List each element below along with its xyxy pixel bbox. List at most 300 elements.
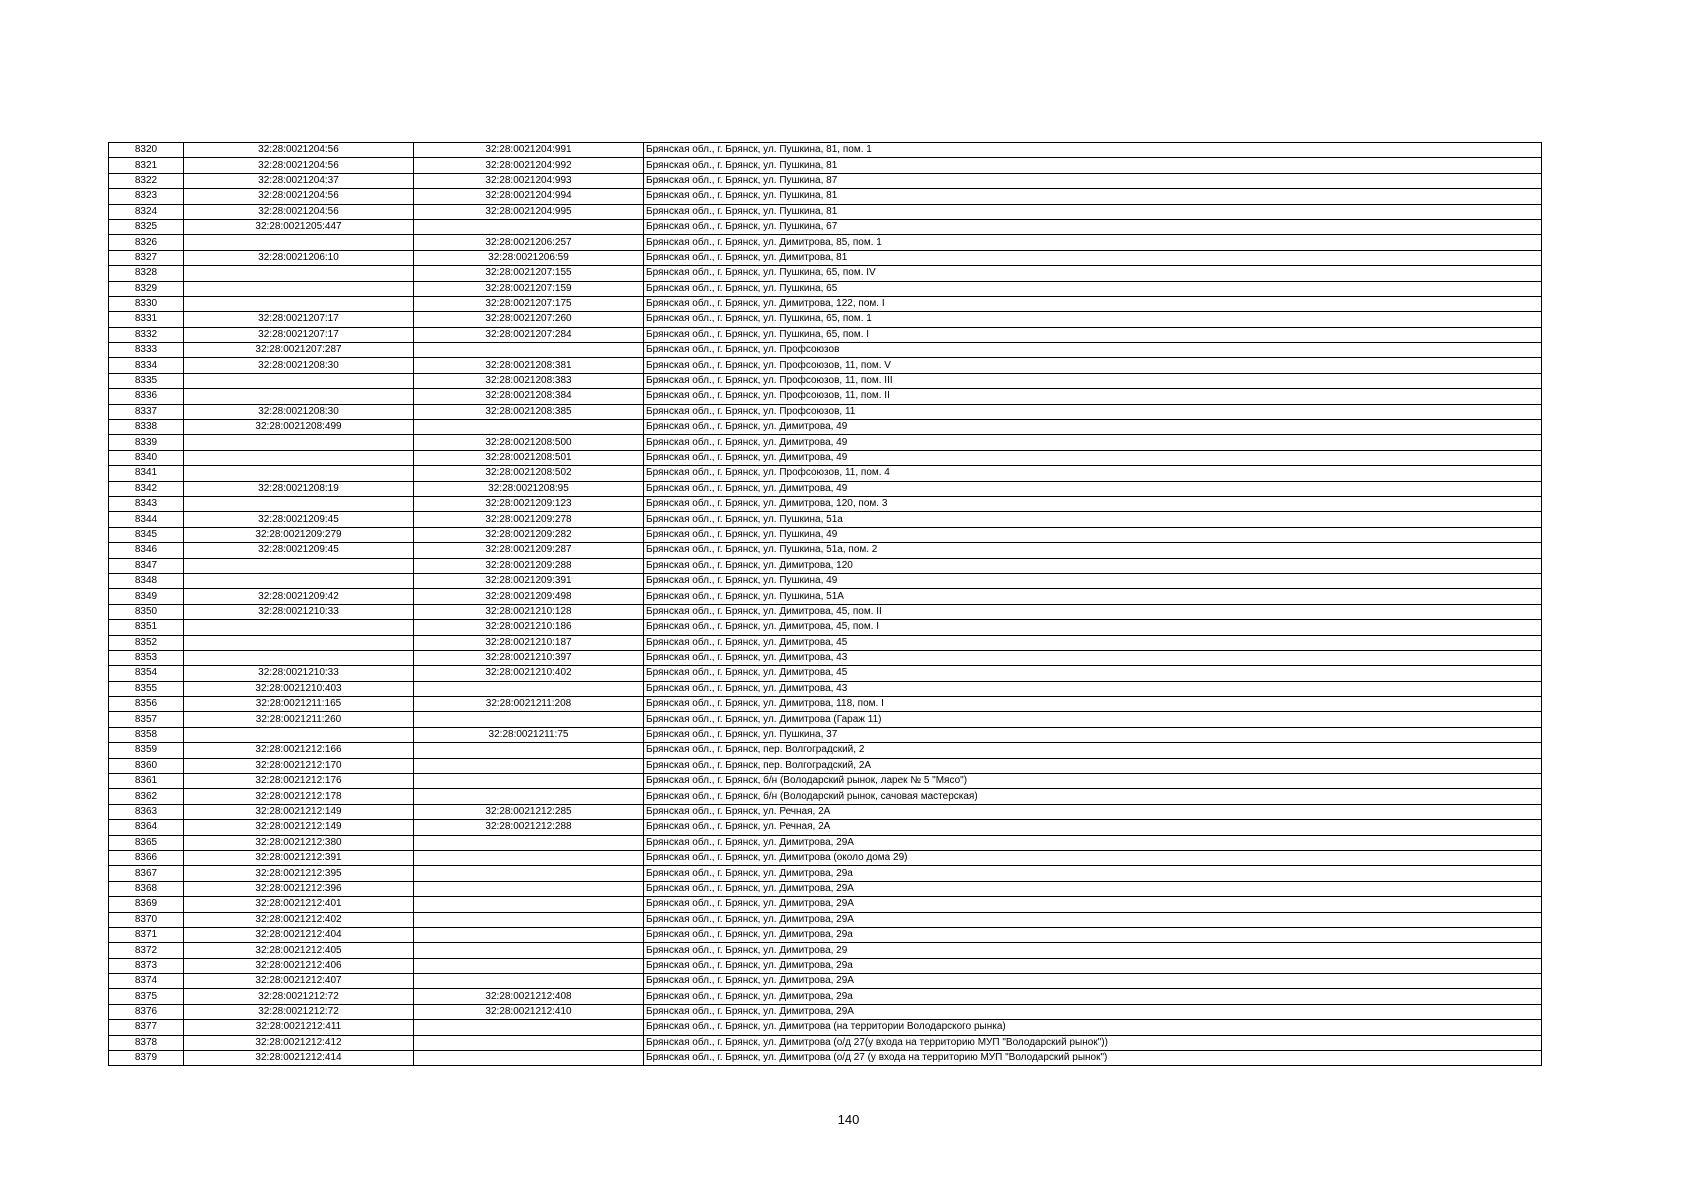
address-cell: Брянская обл., г. Брянск, ул. Димитрова, 29А — [644, 897, 1542, 912]
land-cadastral-number-cell: 32:28:0021208:30 — [184, 358, 414, 373]
land-cadastral-number-cell: 32:28:0021212:170 — [184, 758, 414, 773]
building-cadastral-number-cell: 32:28:0021208:383 — [414, 373, 644, 388]
building-cadastral-number-cell: 32:28:0021204:991 — [414, 143, 644, 158]
building-cadastral-number-cell: 32:28:0021207:284 — [414, 327, 644, 342]
land-cadastral-number-cell: 32:28:0021211:260 — [184, 712, 414, 727]
building-cadastral-number-cell: 32:28:0021208:385 — [414, 404, 644, 419]
address-cell: Брянская обл., г. Брянск, ул. Пушкина, 65, пом. 1 — [644, 312, 1542, 327]
table-row — [109, 312, 1542, 327]
page-number: 140 — [837, 1112, 860, 1127]
land-cadastral-number-cell: 32:28:0021212:405 — [184, 943, 414, 958]
land-cadastral-number-cell: 32:28:0021209:279 — [184, 527, 414, 542]
building-cadastral-number-cell: 32:28:0021211:208 — [414, 697, 644, 712]
land-cadastral-number-cell: 32:28:0021212:406 — [184, 958, 414, 973]
building-cadastral-number-cell: 32:28:0021210:186 — [414, 620, 644, 635]
building-cadastral-number-cell: 32:28:0021204:995 — [414, 204, 644, 219]
address-cell: Брянская обл., г. Брянск, ул. Пушкина, 65, пом. IV — [644, 266, 1542, 281]
building-cadastral-number-cell: 32:28:0021210:128 — [414, 604, 644, 619]
address-cell: Брянская обл., г. Брянск, ул. Пушкина, 51а, пом. 2 — [644, 543, 1542, 558]
building-cadastral-number-cell — [414, 850, 644, 865]
row-number-cell: 8324 — [109, 204, 184, 219]
building-cadastral-number-cell — [414, 912, 644, 927]
land-cadastral-number-cell: 32:28:0021208:30 — [184, 404, 414, 419]
row-number-cell: 8355 — [109, 681, 184, 696]
address-cell: Брянская обл., г. Брянск, ул. Димитрова, 45, пом. I — [644, 620, 1542, 635]
row-number-cell: 8357 — [109, 712, 184, 727]
land-cadastral-number-cell: 32:28:0021212:402 — [184, 912, 414, 927]
building-cadastral-number-cell: 32:28:0021208:384 — [414, 389, 644, 404]
table-row — [109, 158, 1542, 173]
building-cadastral-number-cell: 32:28:0021204:994 — [414, 189, 644, 204]
address-cell: Брянская обл., г. Брянск, ул. Профсоюзов, 11, пом. II — [644, 389, 1542, 404]
address-cell: Брянская обл., г. Брянск, ул. Димитрова, 43 — [644, 650, 1542, 665]
land-cadastral-number-cell: 32:28:0021207:17 — [184, 312, 414, 327]
land-cadastral-number-cell: 32:28:0021210:403 — [184, 681, 414, 696]
row-number-cell: 8350 — [109, 604, 184, 619]
table-row — [109, 927, 1542, 942]
address-cell: Брянская обл., г. Брянск, ул. Профсоюзов, 11, пом. III — [644, 373, 1542, 388]
building-cadastral-number-cell — [414, 1020, 644, 1035]
row-number-cell: 8358 — [109, 727, 184, 742]
row-number-cell: 8379 — [109, 1051, 184, 1066]
building-cadastral-number-cell: 32:28:0021209:278 — [414, 512, 644, 527]
address-cell: Брянская обл., г. Брянск, ул. Димитрова (о/д 27 (у входа на территорию МУП "Володарский рынок") — [644, 1051, 1542, 1066]
building-cadastral-number-cell: 32:28:0021212:410 — [414, 1004, 644, 1019]
table-row — [109, 143, 1542, 158]
row-number-cell: 8334 — [109, 358, 184, 373]
table-row — [109, 481, 1542, 496]
address-cell: Брянская обл., г. Брянск, ул. Пушкина, 37 — [644, 727, 1542, 742]
registry-table — [108, 142, 1542, 1066]
table-row — [109, 573, 1542, 588]
address-cell: Брянская обл., г. Брянск, ул. Димитрова, 49 — [644, 435, 1542, 450]
table-row — [109, 589, 1542, 604]
row-number-cell: 8321 — [109, 158, 184, 173]
building-cadastral-number-cell: 32:28:0021209:287 — [414, 543, 644, 558]
address-cell: Брянская обл., г. Брянск, ул. Димитрова, 29А — [644, 974, 1542, 989]
building-cadastral-number-cell: 32:28:0021208:95 — [414, 481, 644, 496]
row-number-cell: 8347 — [109, 558, 184, 573]
address-cell: Брянская обл., г. Брянск, ул. Димитрова, 122, пом. I — [644, 296, 1542, 311]
table-row — [109, 835, 1542, 850]
row-number-cell: 8342 — [109, 481, 184, 496]
land-cadastral-number-cell: 32:28:0021209:45 — [184, 543, 414, 558]
row-number-cell: 8348 — [109, 573, 184, 588]
building-cadastral-number-cell: 32:28:0021208:501 — [414, 450, 644, 465]
address-cell: Брянская обл., г. Брянск, ул. Пушкина, 65 — [644, 281, 1542, 296]
address-cell: Брянская обл., г. Брянск, ул. Димитрова, 29а — [644, 958, 1542, 973]
address-cell: Брянская обл., г. Брянск, ул. Речная, 2А — [644, 804, 1542, 819]
row-number-cell: 8360 — [109, 758, 184, 773]
building-cadastral-number-cell — [414, 927, 644, 942]
row-number-cell: 8364 — [109, 820, 184, 835]
table-row — [109, 358, 1542, 373]
table-row — [109, 820, 1542, 835]
address-cell: Брянская обл., г. Брянск, ул. Димитрова, 81 — [644, 250, 1542, 265]
building-cadastral-number-cell: 32:28:0021211:75 — [414, 727, 644, 742]
address-cell: Брянская обл., г. Брянск, ул. Димитрова, 29а — [644, 989, 1542, 1004]
land-cadastral-number-cell — [184, 558, 414, 573]
land-cadastral-number-cell: 32:28:0021210:33 — [184, 666, 414, 681]
registry-table-body — [109, 143, 1542, 1066]
address-cell: Брянская обл., г. Брянск, ул. Профсоюзов — [644, 343, 1542, 358]
address-cell: Брянская обл., г. Брянск, ул. Димитрова, 29А — [644, 1004, 1542, 1019]
address-cell: Брянская обл., г. Брянск, ул. Димитрова, 45, пом. II — [644, 604, 1542, 619]
table-row — [109, 989, 1542, 1004]
land-cadastral-number-cell: 32:28:0021212:72 — [184, 989, 414, 1004]
building-cadastral-number-cell — [414, 958, 644, 973]
row-number-cell: 8367 — [109, 866, 184, 881]
building-cadastral-number-cell: 32:28:0021210:397 — [414, 650, 644, 665]
row-number-cell: 8346 — [109, 543, 184, 558]
row-number-cell: 8375 — [109, 989, 184, 1004]
land-cadastral-number-cell: 32:28:0021212:404 — [184, 927, 414, 942]
row-number-cell: 8335 — [109, 373, 184, 388]
building-cadastral-number-cell: 32:28:0021204:992 — [414, 158, 644, 173]
table-row — [109, 789, 1542, 804]
row-number-cell: 8369 — [109, 897, 184, 912]
building-cadastral-number-cell: 32:28:0021207:175 — [414, 296, 644, 311]
table-row — [109, 527, 1542, 542]
row-number-cell: 8338 — [109, 420, 184, 435]
address-cell: Брянская обл., г. Брянск, ул. Профсоюзов, 11, пом. V — [644, 358, 1542, 373]
row-number-cell: 8341 — [109, 466, 184, 481]
table-row — [109, 758, 1542, 773]
table-row — [109, 266, 1542, 281]
address-cell: Брянская обл., г. Брянск, ул. Димитрова, 120, пом. 3 — [644, 496, 1542, 511]
table-row — [109, 743, 1542, 758]
row-number-cell: 8329 — [109, 281, 184, 296]
row-number-cell: 8326 — [109, 235, 184, 250]
land-cadastral-number-cell: 32:28:0021212:149 — [184, 820, 414, 835]
row-number-cell: 8328 — [109, 266, 184, 281]
land-cadastral-number-cell — [184, 266, 414, 281]
row-number-cell: 8322 — [109, 173, 184, 188]
building-cadastral-number-cell — [414, 712, 644, 727]
land-cadastral-number-cell — [184, 466, 414, 481]
building-cadastral-number-cell: 32:28:0021209:498 — [414, 589, 644, 604]
building-cadastral-number-cell: 32:28:0021207:159 — [414, 281, 644, 296]
address-cell: Брянская обл., г. Брянск, ул. Пушкина, 81, пом. 1 — [644, 143, 1542, 158]
land-cadastral-number-cell: 32:28:0021212:401 — [184, 897, 414, 912]
table-row — [109, 343, 1542, 358]
building-cadastral-number-cell — [414, 758, 644, 773]
table-row — [109, 420, 1542, 435]
land-cadastral-number-cell — [184, 573, 414, 588]
address-cell: Брянская обл., г. Брянск, ул. Димитрова, 29А — [644, 881, 1542, 896]
land-cadastral-number-cell — [184, 620, 414, 635]
building-cadastral-number-cell: 32:28:0021206:59 — [414, 250, 644, 265]
address-cell: Брянская обл., г. Брянск, б/н (Володарский рынок, ларек № 5 "Мясо") — [644, 774, 1542, 789]
building-cadastral-number-cell: 32:28:0021209:288 — [414, 558, 644, 573]
building-cadastral-number-cell — [414, 835, 644, 850]
address-cell: Брянская обл., г. Брянск, пер. Волгоградский, 2А — [644, 758, 1542, 773]
address-cell: Брянская обл., г. Брянск, ул. Профсоюзов, 11 — [644, 404, 1542, 419]
row-number-cell: 8343 — [109, 496, 184, 511]
table-row — [109, 512, 1542, 527]
row-number-cell: 8323 — [109, 189, 184, 204]
table-row — [109, 219, 1542, 234]
address-cell: Брянская обл., г. Брянск, пер. Волгоградский, 2 — [644, 743, 1542, 758]
land-cadastral-number-cell: 32:28:0021208:499 — [184, 420, 414, 435]
building-cadastral-number-cell — [414, 789, 644, 804]
table-row — [109, 974, 1542, 989]
land-cadastral-number-cell — [184, 727, 414, 742]
address-cell: Брянская обл., г. Брянск, ул. Пушкина, 51А — [644, 589, 1542, 604]
row-number-cell: 8331 — [109, 312, 184, 327]
row-number-cell: 8337 — [109, 404, 184, 419]
row-number-cell: 8365 — [109, 835, 184, 850]
table-row — [109, 296, 1542, 311]
table-row — [109, 866, 1542, 881]
row-number-cell: 8362 — [109, 789, 184, 804]
land-cadastral-number-cell: 32:28:0021206:10 — [184, 250, 414, 265]
address-cell: Брянская обл., г. Брянск, ул. Димитрова, 120 — [644, 558, 1542, 573]
building-cadastral-number-cell: 32:28:0021212:285 — [414, 804, 644, 819]
land-cadastral-number-cell: 32:28:0021207:17 — [184, 327, 414, 342]
land-cadastral-number-cell: 32:28:0021210:33 — [184, 604, 414, 619]
row-number-cell: 8352 — [109, 635, 184, 650]
building-cadastral-number-cell — [414, 1035, 644, 1050]
table-row — [109, 466, 1542, 481]
building-cadastral-number-cell — [414, 743, 644, 758]
land-cadastral-number-cell: 32:28:0021204:56 — [184, 204, 414, 219]
table-row — [109, 189, 1542, 204]
address-cell: Брянская обл., г. Брянск, ул. Димитрова (около дома 29) — [644, 850, 1542, 865]
address-cell: Брянская обл., г. Брянск, ул. Димитрова (Гараж 11) — [644, 712, 1542, 727]
building-cadastral-number-cell — [414, 420, 644, 435]
address-cell: Брянская обл., г. Брянск, ул. Димитрова, 29а — [644, 927, 1542, 942]
address-cell: Брянская обл., г. Брянск, ул. Димитрова, 43 — [644, 681, 1542, 696]
land-cadastral-number-cell: 32:28:0021209:42 — [184, 589, 414, 604]
table-row — [109, 697, 1542, 712]
address-cell: Брянская обл., г. Брянск, ул. Димитрова, 118, пом. I — [644, 697, 1542, 712]
building-cadastral-number-cell — [414, 774, 644, 789]
row-number-cell: 8354 — [109, 666, 184, 681]
address-cell: Брянская обл., г. Брянск, ул. Димитрова, 49 — [644, 481, 1542, 496]
row-number-cell: 8356 — [109, 697, 184, 712]
row-number-cell: 8344 — [109, 512, 184, 527]
land-cadastral-number-cell: 32:28:0021212:149 — [184, 804, 414, 819]
land-cadastral-number-cell — [184, 496, 414, 511]
building-cadastral-number-cell — [414, 943, 644, 958]
address-cell: Брянская обл., г. Брянск, ул. Димитрова, 29А — [644, 835, 1542, 850]
row-number-cell: 8373 — [109, 958, 184, 973]
row-number-cell: 8320 — [109, 143, 184, 158]
table-row — [109, 912, 1542, 927]
row-number-cell: 8339 — [109, 435, 184, 450]
row-number-cell: 8325 — [109, 219, 184, 234]
building-cadastral-number-cell: 32:28:0021206:257 — [414, 235, 644, 250]
address-cell: Брянская обл., г. Брянск, ул. Речная, 2А — [644, 820, 1542, 835]
address-cell: Брянская обл., г. Брянск, ул. Пушкина, 49 — [644, 573, 1542, 588]
table-row — [109, 681, 1542, 696]
table-row — [109, 173, 1542, 188]
address-cell: Брянская обл., г. Брянск, ул. Пушкина, 49 — [644, 527, 1542, 542]
row-number-cell: 8333 — [109, 343, 184, 358]
land-cadastral-number-cell: 32:28:0021208:19 — [184, 481, 414, 496]
row-number-cell: 8378 — [109, 1035, 184, 1050]
row-number-cell: 8359 — [109, 743, 184, 758]
table-row — [109, 435, 1542, 450]
row-number-cell: 8377 — [109, 1020, 184, 1035]
land-cadastral-number-cell: 32:28:0021212:380 — [184, 835, 414, 850]
land-cadastral-number-cell: 32:28:0021212:178 — [184, 789, 414, 804]
land-cadastral-number-cell — [184, 281, 414, 296]
building-cadastral-number-cell — [414, 681, 644, 696]
address-cell: Брянская обл., г. Брянск, ул. Димитрова, 85, пом. 1 — [644, 235, 1542, 250]
table-row — [109, 897, 1542, 912]
building-cadastral-number-cell: 32:28:0021209:391 — [414, 573, 644, 588]
table-row — [109, 373, 1542, 388]
land-cadastral-number-cell: 32:28:0021212:176 — [184, 774, 414, 789]
table-row — [109, 804, 1542, 819]
building-cadastral-number-cell — [414, 866, 644, 881]
address-cell: Брянская обл., г. Брянск, ул. Димитрова, 29 — [644, 943, 1542, 958]
building-cadastral-number-cell: 32:28:0021207:155 — [414, 266, 644, 281]
table-row — [109, 389, 1542, 404]
table-row — [109, 1035, 1542, 1050]
address-cell: Брянская обл., г. Брянск, ул. Димитрова, 45 — [644, 635, 1542, 650]
row-number-cell: 8327 — [109, 250, 184, 265]
land-cadastral-number-cell — [184, 389, 414, 404]
land-cadastral-number-cell — [184, 450, 414, 465]
address-cell: Брянская обл., г. Брянск, ул. Профсоюзов, 11, пом. 4 — [644, 466, 1542, 481]
row-number-cell: 8368 — [109, 881, 184, 896]
address-cell: Брянская обл., г. Брянск, ул. Пушкина, 65, пом. I — [644, 327, 1542, 342]
table-row — [109, 620, 1542, 635]
row-number-cell: 8376 — [109, 1004, 184, 1019]
table-row — [109, 1004, 1542, 1019]
address-cell: Брянская обл., г. Брянск, ул. Димитрова (о/д 27(у входа на территорию МУП "Володарский рынок")) — [644, 1035, 1542, 1050]
table-row — [109, 404, 1542, 419]
land-cadastral-number-cell: 32:28:0021209:45 — [184, 512, 414, 527]
land-cadastral-number-cell — [184, 296, 414, 311]
land-cadastral-number-cell: 32:28:0021204:56 — [184, 158, 414, 173]
building-cadastral-number-cell — [414, 343, 644, 358]
land-cadastral-number-cell: 32:28:0021212:166 — [184, 743, 414, 758]
address-cell: Брянская обл., г. Брянск, ул. Димитрова, 49 — [644, 420, 1542, 435]
row-number-cell: 8351 — [109, 620, 184, 635]
land-cadastral-number-cell: 32:28:0021204:37 — [184, 173, 414, 188]
address-cell: Брянская обл., г. Брянск, ул. Пушкина, 87 — [644, 173, 1542, 188]
building-cadastral-number-cell: 32:28:0021210:187 — [414, 635, 644, 650]
building-cadastral-number-cell — [414, 881, 644, 896]
land-cadastral-number-cell: 32:28:0021205:447 — [184, 219, 414, 234]
table-row — [109, 543, 1542, 558]
row-number-cell: 8336 — [109, 389, 184, 404]
table-row — [109, 958, 1542, 973]
table-row — [109, 635, 1542, 650]
table-row — [109, 450, 1542, 465]
building-cadastral-number-cell — [414, 219, 644, 234]
address-cell: Брянская обл., г. Брянск, ул. Димитрова, 29а — [644, 866, 1542, 881]
land-cadastral-number-cell: 32:28:0021212:407 — [184, 974, 414, 989]
building-cadastral-number-cell: 32:28:0021204:993 — [414, 173, 644, 188]
address-cell: Брянская обл., г. Брянск, ул. Пушкина, 67 — [644, 219, 1542, 234]
row-number-cell: 8332 — [109, 327, 184, 342]
row-number-cell: 8372 — [109, 943, 184, 958]
row-number-cell: 8340 — [109, 450, 184, 465]
table-row — [109, 235, 1542, 250]
building-cadastral-number-cell: 32:28:0021208:381 — [414, 358, 644, 373]
land-cadastral-number-cell — [184, 650, 414, 665]
address-cell: Брянская обл., г. Брянск, ул. Пушкина, 51а — [644, 512, 1542, 527]
land-cadastral-number-cell: 32:28:0021212:414 — [184, 1051, 414, 1066]
land-cadastral-number-cell — [184, 635, 414, 650]
building-cadastral-number-cell: 32:28:0021209:282 — [414, 527, 644, 542]
building-cadastral-number-cell — [414, 897, 644, 912]
land-cadastral-number-cell: 32:28:0021212:411 — [184, 1020, 414, 1035]
table-row — [109, 881, 1542, 896]
building-cadastral-number-cell: 32:28:0021208:502 — [414, 466, 644, 481]
table-row — [109, 204, 1542, 219]
land-cadastral-number-cell: 32:28:0021212:412 — [184, 1035, 414, 1050]
table-row — [109, 666, 1542, 681]
address-cell: Брянская обл., г. Брянск, ул. Пушкина, 81 — [644, 158, 1542, 173]
land-cadastral-number-cell: 32:28:0021207:287 — [184, 343, 414, 358]
address-cell: Брянская обл., г. Брянск, ул. Димитрова (на территории Володарского рынка) — [644, 1020, 1542, 1035]
row-number-cell: 8370 — [109, 912, 184, 927]
address-cell: Брянская обл., г. Брянск, б/н (Володарский рынок, сачовая мастерская) — [644, 789, 1542, 804]
table-row — [109, 250, 1542, 265]
address-cell: Брянская обл., г. Брянск, ул. Димитрова, 29А — [644, 912, 1542, 927]
building-cadastral-number-cell — [414, 1051, 644, 1066]
building-cadastral-number-cell: 32:28:0021212:288 — [414, 820, 644, 835]
table-row — [109, 558, 1542, 573]
row-number-cell: 8345 — [109, 527, 184, 542]
building-cadastral-number-cell: 32:28:0021212:408 — [414, 989, 644, 1004]
row-number-cell: 8374 — [109, 974, 184, 989]
address-cell: Брянская обл., г. Брянск, ул. Димитрова, 49 — [644, 450, 1542, 465]
land-cadastral-number-cell: 32:28:0021204:56 — [184, 189, 414, 204]
address-cell: Брянская обл., г. Брянск, ул. Пушкина, 81 — [644, 204, 1542, 219]
row-number-cell: 8353 — [109, 650, 184, 665]
land-cadastral-number-cell: 32:28:0021211:165 — [184, 697, 414, 712]
table-row — [109, 1051, 1542, 1066]
building-cadastral-number-cell: 32:28:0021209:123 — [414, 496, 644, 511]
building-cadastral-number-cell: 32:28:0021208:500 — [414, 435, 644, 450]
table-row — [109, 850, 1542, 865]
building-cadastral-number-cell: 32:28:0021210:402 — [414, 666, 644, 681]
land-cadastral-number-cell: 32:28:0021212:391 — [184, 850, 414, 865]
row-number-cell: 8349 — [109, 589, 184, 604]
land-cadastral-number-cell: 32:28:0021212:395 — [184, 866, 414, 881]
row-number-cell: 8366 — [109, 850, 184, 865]
address-cell: Брянская обл., г. Брянск, ул. Пушкина, 81 — [644, 189, 1542, 204]
building-cadastral-number-cell: 32:28:0021207:260 — [414, 312, 644, 327]
land-cadastral-number-cell: 32:28:0021204:56 — [184, 143, 414, 158]
table-row — [109, 712, 1542, 727]
row-number-cell: 8330 — [109, 296, 184, 311]
table-row — [109, 604, 1542, 619]
land-cadastral-number-cell — [184, 373, 414, 388]
land-cadastral-number-cell: 32:28:0021212:396 — [184, 881, 414, 896]
table-row — [109, 496, 1542, 511]
land-cadastral-number-cell — [184, 235, 414, 250]
table-row — [109, 650, 1542, 665]
table-row — [109, 774, 1542, 789]
address-cell: Брянская обл., г. Брянск, ул. Димитрова, 45 — [644, 666, 1542, 681]
row-number-cell: 8371 — [109, 927, 184, 942]
table-row — [109, 281, 1542, 296]
table-row — [109, 943, 1542, 958]
table-row — [109, 1020, 1542, 1035]
row-number-cell: 8361 — [109, 774, 184, 789]
table-row — [109, 327, 1542, 342]
land-cadastral-number-cell: 32:28:0021212:72 — [184, 1004, 414, 1019]
land-cadastral-number-cell — [184, 435, 414, 450]
